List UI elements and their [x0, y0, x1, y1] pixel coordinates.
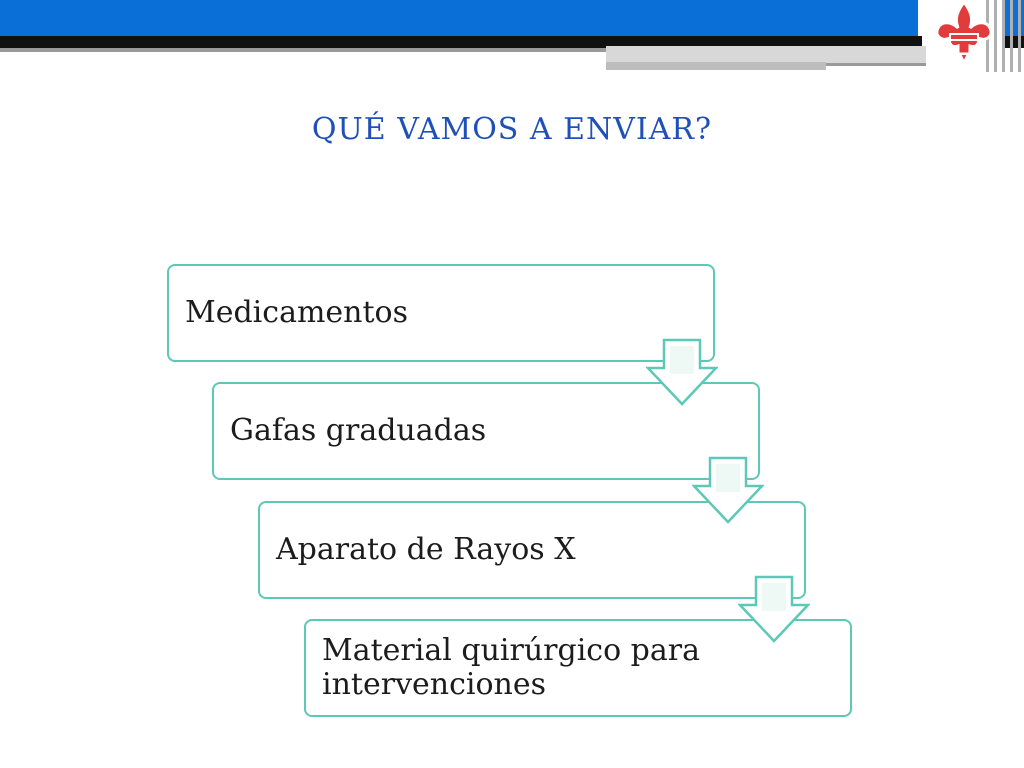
header-gray-line: [0, 48, 606, 52]
down-arrow-icon: [692, 456, 764, 524]
header-gray-strip: [606, 62, 826, 70]
step-box-medicamentos: [167, 264, 715, 362]
step-label: Material quirúrgico para intervenciones: [322, 633, 701, 702]
slide-title: QUÉ VAMOS A ENVIAR?: [311, 112, 713, 147]
header-blue-bar: [0, 0, 918, 36]
fleur-de-lis-icon: [928, 0, 1000, 64]
step-label: Aparato de Rayos X: [276, 532, 576, 567]
down-arrow-icon: [738, 575, 810, 643]
down-arrow-icon: [646, 338, 718, 406]
step-label: Gafas graduadas: [230, 413, 487, 448]
step-label: Medicamentos: [185, 295, 408, 330]
